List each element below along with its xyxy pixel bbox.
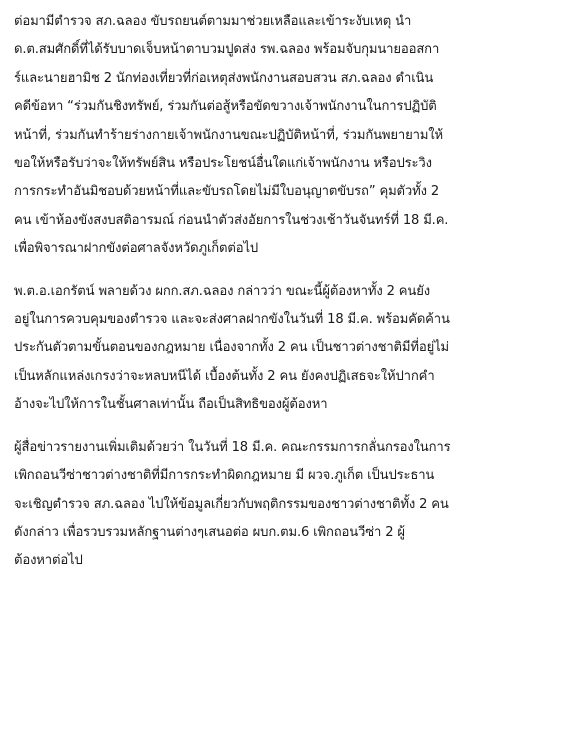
paragraph-line: พ.ต.อ.เอกรัตน์ พลายด้วง ผกก.สภ.ฉลอง กล่าวว่า ขณะนี้ผู้ต้องหาทั้ง 2 คนยัง xyxy=(14,283,430,299)
paragraph-line: คน เข้าห้องขังสงบสติอารมณ์ ก่อนนำตัวส่งอัยการในช่วงเช้าวันจันทร์ที่ 18 มี.ค. xyxy=(14,212,449,228)
paragraph-line: อ้างจะไปให้การในชั้นศาลเท่านั้น ถือเป็นสิทธิของผู้ต้องหา xyxy=(14,397,328,413)
paragraph-line: ประกันตัวตามขั้นตอนของกฎหมาย เนื่องจากทั้ง 2 คน เป็นชาวต่างชาติมีที่อยู่ไม่ xyxy=(14,340,450,356)
article-paragraph-2 xyxy=(14,278,559,420)
article-paragraph-1 xyxy=(14,8,559,264)
paragraph-line: เพิกถอนวีซ่าชาวต่างชาติที่มีการกระทำผิดกฎหมาย มี ผวจ.ภูเก็ต เป็นประธาน xyxy=(14,468,435,484)
paragraph-line: การกระทำอันมิชอบด้วยหน้าที่และขับรถโดยไม่มีใบอนุญาตขับรถ” คุมตัวทั้ง 2 xyxy=(14,184,440,200)
paragraph-line: ผู้สื่อข่าวรายงานเพิ่มเติมด้วยว่า ในวันที่ 18 มี.ค. คณะกรรมการกลั่นกรองในการ xyxy=(14,439,451,455)
paragraph-line: คดีข้อหา “ร่วมกันชิงทรัพย์, ร่วมกันต่อสู้หรือขัดขวางเจ้าพนักงานในการปฏิบัติ xyxy=(14,99,437,115)
paragraph-line: ด.ต.สมศักดิ์ที่ได้รับบาดเจ็บหน้าตาบวมปูดส่ง รพ.ฉลอง พร้อมจับกุมนายออสกา xyxy=(14,42,440,58)
paragraph-line: ต่อมามีตำรวจ สภ.ฉลอง ขับรถยนต์ตามมาช่วยเหลือและเข้าระงับเหตุ นำ xyxy=(14,14,412,29)
paragraph-line: ร์และนายฮามิช 2 นักท่องเที่ยวที่ก่อเหตุส่งพนักงานสอบสวน สภ.ฉลอง ดำเนิน xyxy=(14,70,434,86)
paragraph-line: หน้าที่, ร่วมกันทำร้ายร่างกายเจ้าพนักงานขณะปฏิบัติหน้าที่, ร่วมกันพยายามให้ xyxy=(14,127,444,143)
paragraph-line: ขอให้หรือรับว่าจะให้ทรัพย์สิน หรือประโยชน์อื่นใดแก่เจ้าพนักงาน หรือประวิง xyxy=(14,156,432,172)
paragraph-line: เป็นหลักแหล่งเกรงว่าจะหลบหนีได้ เบื้องต้นทั้ง 2 คน ยังคงปฏิเสธจะให้ปากคำ xyxy=(14,368,435,384)
paragraph-line: ดังกล่าว เพื่อรวบรวมหลักฐานต่างๆเสนอต่อ ผบก.ตม.6 เพิกถอนวีซ่า 2 ผู้ xyxy=(14,524,405,540)
paragraph-line: เพื่อพิจารณาฝากขังต่อศาลจังหวัดภูเก็ตต่อไป xyxy=(14,241,259,257)
article-paragraph-3 xyxy=(14,434,559,576)
paragraph-line: อยู่ในการควบคุมของตำรวจ และจะส่งศาลฝากขังในวันที่ 18 มี.ค. พร้อมคัดค้าน xyxy=(14,312,450,328)
paragraph-line: ต้องหาต่อไป xyxy=(14,553,83,569)
paragraph-line: จะเชิญตำรวจ สภ.ฉลอง ไปให้ข้อมูลเกี่ยวกับพฤติกรรมของชาวต่างชาติทั้ง 2 คน xyxy=(14,496,449,512)
